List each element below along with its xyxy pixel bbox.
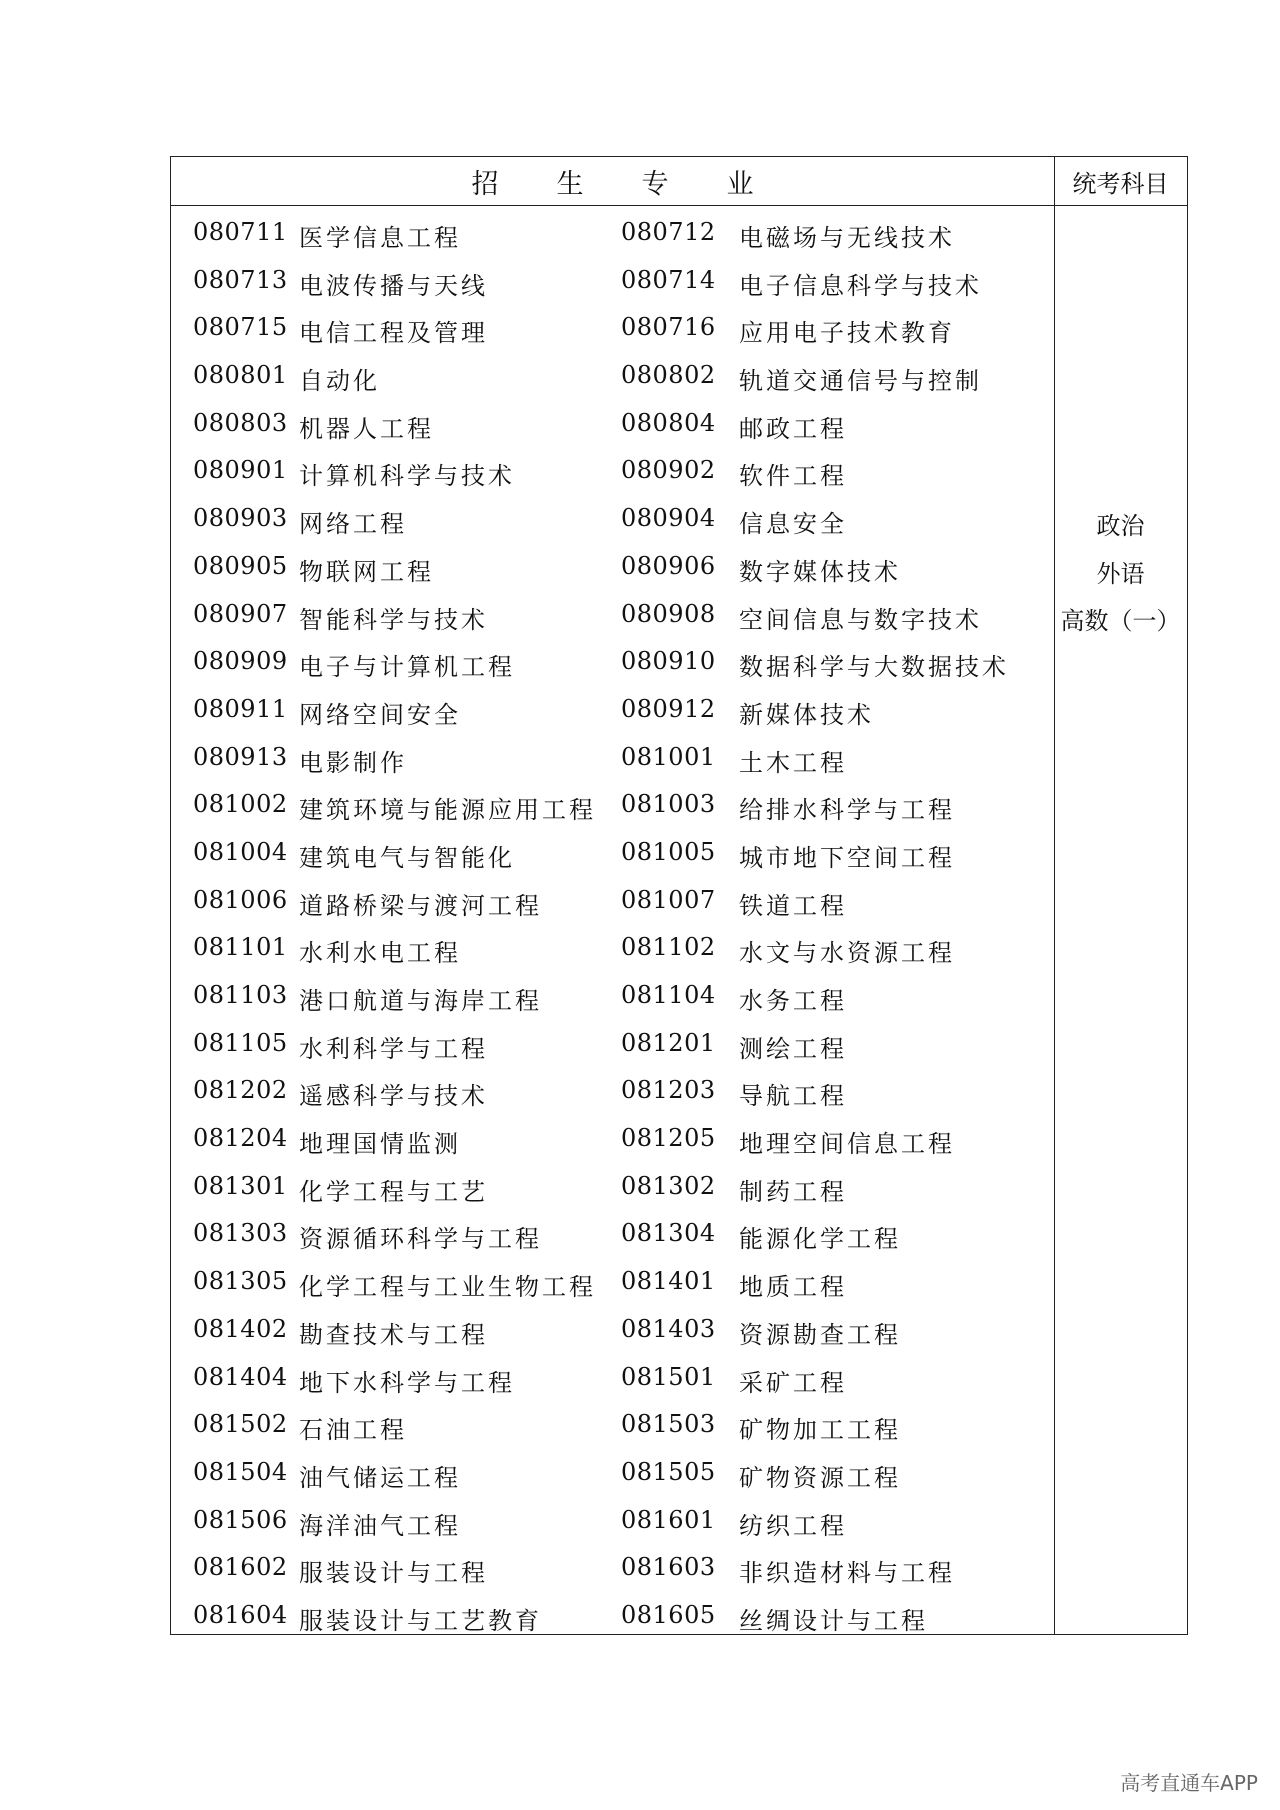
table-row bbox=[171, 1350, 1054, 1398]
major-code: 080904 bbox=[621, 504, 716, 533]
enrollment-table bbox=[170, 156, 1188, 1635]
major-code: 081502 bbox=[193, 1410, 288, 1439]
major-code: 081303 bbox=[193, 1219, 288, 1248]
table-row bbox=[171, 491, 1054, 539]
major-code: 081205 bbox=[621, 1124, 716, 1153]
major-code: 080712 bbox=[621, 218, 716, 246]
table-row bbox=[171, 396, 1054, 444]
subject-item: 外语 bbox=[1096, 559, 1145, 588]
major-code: 081003 bbox=[621, 790, 716, 819]
major-name: 轨道交通信号与控制 bbox=[739, 367, 982, 396]
major-name: 矿物资源工程 bbox=[739, 1463, 901, 1492]
major-name: 遥感科学与技术 bbox=[299, 1082, 488, 1111]
table-row bbox=[171, 205, 1054, 253]
major-name: 数字媒体技术 bbox=[739, 557, 901, 586]
major-code: 080912 bbox=[621, 694, 716, 723]
major-code: 081201 bbox=[621, 1028, 716, 1057]
table-row bbox=[171, 634, 1054, 682]
major-code: 080713 bbox=[193, 265, 288, 294]
table-row bbox=[171, 1016, 1054, 1064]
major-name: 新媒体技术 bbox=[739, 700, 874, 729]
column-divider bbox=[1054, 157, 1055, 1634]
subject-item: 政治 bbox=[1096, 512, 1145, 540]
major-code: 081605 bbox=[621, 1600, 716, 1629]
major-code: 081202 bbox=[193, 1076, 288, 1105]
major-code: 081601 bbox=[621, 1505, 716, 1534]
major-name: 海洋油气工程 bbox=[299, 1511, 461, 1540]
major-code: 080901 bbox=[193, 456, 288, 485]
major-name: 水利科学与工程 bbox=[299, 1034, 488, 1063]
major-name: 采矿工程 bbox=[739, 1368, 847, 1397]
major-code: 081001 bbox=[621, 742, 716, 771]
major-code: 080905 bbox=[193, 551, 288, 580]
major-name: 服装设计与工程 bbox=[299, 1559, 488, 1588]
table-row bbox=[171, 1111, 1054, 1159]
major-name: 地理国情监测 bbox=[299, 1130, 461, 1159]
major-code: 081504 bbox=[193, 1457, 288, 1486]
major-code: 081006 bbox=[193, 885, 288, 914]
major-code: 081002 bbox=[193, 790, 288, 819]
table-row bbox=[171, 300, 1054, 348]
major-name: 自动化 bbox=[299, 367, 380, 396]
major-code: 081604 bbox=[193, 1600, 288, 1629]
major-name: 测绘工程 bbox=[739, 1034, 847, 1063]
major-name: 网络空间安全 bbox=[299, 700, 461, 729]
major-code: 080804 bbox=[621, 408, 716, 437]
table-row bbox=[171, 443, 1054, 491]
watermark: 高考直通车APP bbox=[1120, 1771, 1258, 1795]
major-name: 医学信息工程 bbox=[299, 224, 461, 252]
table-row bbox=[171, 1397, 1054, 1445]
major-name: 电波传播与天线 bbox=[299, 271, 488, 300]
table-row bbox=[171, 253, 1054, 301]
major-code: 080803 bbox=[193, 408, 288, 437]
major-code: 081301 bbox=[193, 1171, 288, 1200]
table-row bbox=[171, 682, 1054, 730]
major-code: 080715 bbox=[193, 313, 288, 342]
major-name: 软件工程 bbox=[739, 462, 847, 491]
table-row bbox=[171, 873, 1054, 921]
major-name: 物联网工程 bbox=[299, 557, 434, 586]
major-code: 081305 bbox=[193, 1267, 288, 1296]
table-row bbox=[171, 777, 1054, 825]
major-name: 土木工程 bbox=[739, 748, 847, 777]
major-name: 石油工程 bbox=[299, 1416, 407, 1445]
major-name: 资源循环科学与工程 bbox=[299, 1225, 542, 1254]
table-row bbox=[171, 1445, 1054, 1493]
table-header bbox=[171, 157, 1187, 206]
major-name: 智能科学与技术 bbox=[299, 605, 488, 634]
major-code: 081302 bbox=[621, 1171, 716, 1200]
major-code: 081402 bbox=[193, 1314, 288, 1343]
major-name: 能源化学工程 bbox=[739, 1225, 901, 1254]
major-code: 081102 bbox=[621, 933, 716, 962]
major-code: 080906 bbox=[621, 551, 716, 580]
table-row bbox=[171, 1159, 1054, 1207]
major-code: 080801 bbox=[193, 361, 288, 390]
major-code: 080910 bbox=[621, 647, 716, 676]
table-row bbox=[171, 1302, 1054, 1350]
major-code: 080913 bbox=[193, 742, 288, 771]
major-name: 建筑电气与智能化 bbox=[299, 843, 515, 872]
major-code: 081104 bbox=[621, 981, 716, 1009]
major-code: 080909 bbox=[193, 647, 288, 676]
major-name: 地理空间信息工程 bbox=[739, 1130, 955, 1159]
major-code: 081602 bbox=[193, 1553, 288, 1582]
major-name: 机器人工程 bbox=[299, 414, 434, 443]
table-row bbox=[171, 1063, 1054, 1111]
major-code: 081506 bbox=[193, 1505, 288, 1534]
major-name: 服装设计与工艺教育 bbox=[299, 1606, 542, 1635]
subject-item: 高数（一） bbox=[1060, 607, 1181, 636]
table-row bbox=[171, 825, 1054, 873]
major-name: 城市地下空间工程 bbox=[739, 843, 955, 872]
table-row bbox=[171, 348, 1054, 396]
major-name: 电子与计算机工程 bbox=[299, 653, 515, 682]
major-name: 地质工程 bbox=[739, 1273, 847, 1302]
table-row bbox=[171, 968, 1054, 1016]
major-code: 081505 bbox=[621, 1457, 716, 1486]
major-name: 电磁场与无线技术 bbox=[739, 224, 955, 252]
major-name: 矿物加工工程 bbox=[739, 1416, 901, 1445]
major-code: 081004 bbox=[193, 837, 288, 866]
major-name: 电子信息科学与技术 bbox=[739, 271, 982, 300]
major-name: 水务工程 bbox=[739, 987, 847, 1015]
major-code: 081503 bbox=[621, 1410, 716, 1439]
major-name: 纺织工程 bbox=[739, 1511, 847, 1540]
major-code: 080711 bbox=[193, 218, 288, 246]
table-row bbox=[171, 539, 1054, 587]
major-code: 081204 bbox=[193, 1124, 288, 1153]
major-code: 081404 bbox=[193, 1362, 288, 1391]
table-row bbox=[171, 587, 1054, 635]
header-major: 招生专业 bbox=[471, 168, 812, 200]
major-name: 计算机科学与技术 bbox=[299, 462, 515, 491]
major-code: 081501 bbox=[621, 1362, 716, 1391]
major-name: 勘查技术与工程 bbox=[299, 1320, 488, 1349]
table-row bbox=[171, 1588, 1054, 1636]
table-row bbox=[171, 1206, 1054, 1254]
major-code: 081007 bbox=[621, 885, 716, 914]
major-code: 080802 bbox=[621, 361, 716, 390]
major-code: 081203 bbox=[621, 1076, 716, 1105]
major-code: 081105 bbox=[193, 1028, 288, 1057]
major-name: 丝绸设计与工程 bbox=[739, 1606, 928, 1635]
major-code: 080907 bbox=[193, 599, 288, 628]
major-name: 道路桥梁与渡河工程 bbox=[299, 891, 542, 920]
major-code: 081603 bbox=[621, 1553, 716, 1582]
major-name: 水文与水资源工程 bbox=[739, 939, 955, 968]
major-code: 080911 bbox=[193, 694, 288, 723]
header-subjects: 统考科目 bbox=[1072, 169, 1169, 198]
major-name: 制药工程 bbox=[739, 1177, 847, 1206]
table-row bbox=[171, 1254, 1054, 1302]
major-name: 空间信息与数字技术 bbox=[739, 605, 982, 634]
exam-subjects bbox=[1054, 503, 1187, 646]
major-name: 给排水科学与工程 bbox=[739, 796, 955, 825]
major-code: 081103 bbox=[193, 981, 288, 1009]
table-row bbox=[171, 1493, 1054, 1541]
major-list bbox=[171, 205, 1054, 1636]
major-name: 非织造材料与工程 bbox=[739, 1559, 955, 1588]
major-code: 080714 bbox=[621, 265, 716, 294]
major-name: 铁道工程 bbox=[739, 891, 847, 920]
major-name: 信息安全 bbox=[739, 510, 847, 539]
table-row bbox=[171, 1540, 1054, 1588]
major-code: 081101 bbox=[193, 933, 288, 962]
major-name: 化学工程与工艺 bbox=[299, 1177, 488, 1206]
major-name: 港口航道与海岸工程 bbox=[299, 987, 542, 1015]
major-name: 电影制作 bbox=[299, 748, 407, 777]
major-name: 网络工程 bbox=[299, 510, 407, 539]
major-code: 081005 bbox=[621, 837, 716, 866]
table-row bbox=[171, 920, 1054, 968]
major-name: 资源勘查工程 bbox=[739, 1320, 901, 1349]
major-code: 080902 bbox=[621, 456, 716, 485]
major-name: 水利水电工程 bbox=[299, 939, 461, 968]
major-name: 邮政工程 bbox=[739, 414, 847, 443]
major-name: 油气储运工程 bbox=[299, 1463, 461, 1492]
major-name: 导航工程 bbox=[739, 1082, 847, 1111]
major-name: 数据科学与大数据技术 bbox=[739, 653, 1009, 682]
table-row bbox=[171, 730, 1054, 778]
major-name: 地下水科学与工程 bbox=[299, 1368, 515, 1397]
major-name: 建筑环境与能源应用工程 bbox=[299, 796, 596, 825]
major-code: 080903 bbox=[193, 504, 288, 533]
major-code: 081401 bbox=[621, 1267, 716, 1296]
major-name: 应用电子技术教育 bbox=[739, 319, 955, 348]
major-code: 080908 bbox=[621, 599, 716, 628]
major-name: 电信工程及管理 bbox=[299, 319, 488, 348]
major-code: 081403 bbox=[621, 1314, 716, 1343]
major-code: 081304 bbox=[621, 1219, 716, 1248]
major-name: 化学工程与工业生物工程 bbox=[299, 1273, 596, 1302]
major-code: 080716 bbox=[621, 313, 716, 342]
